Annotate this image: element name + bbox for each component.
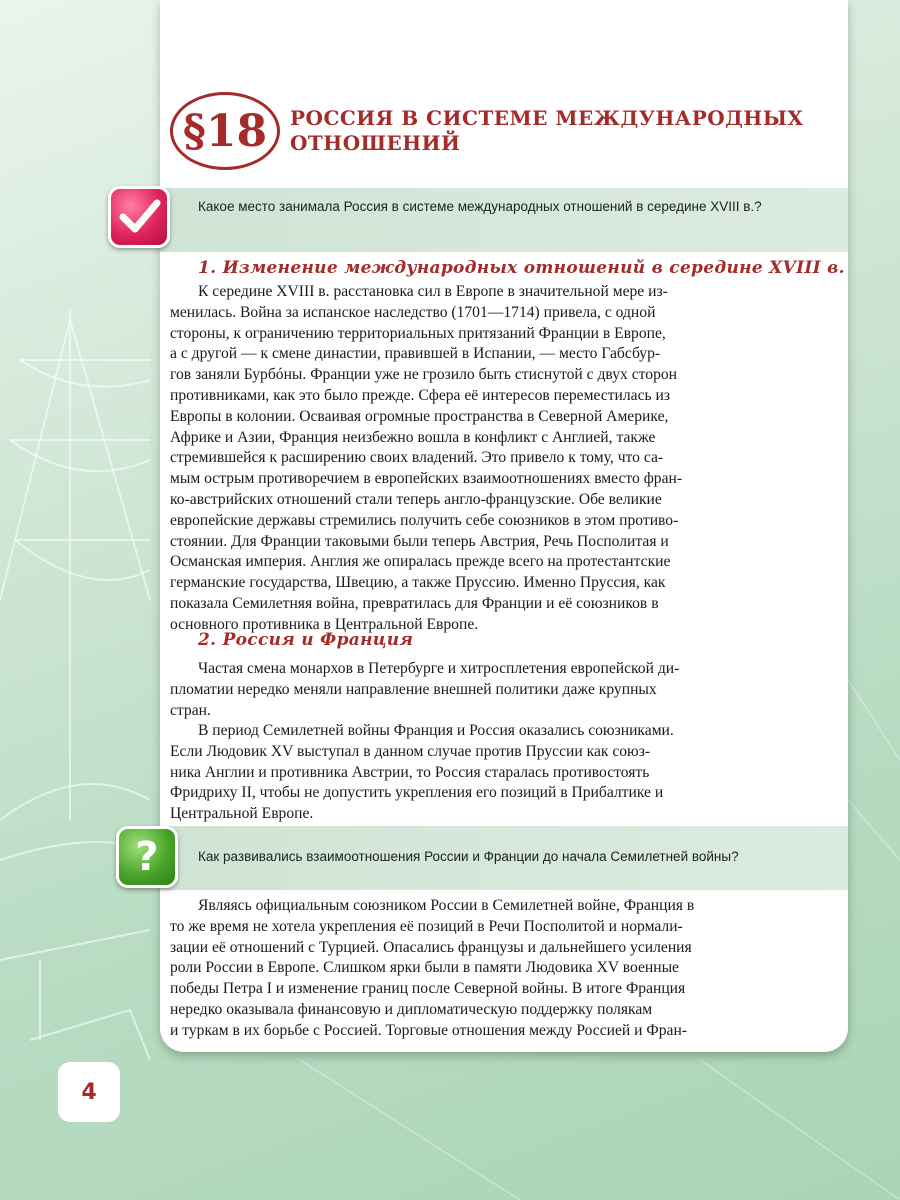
chapter-number-badge: [170, 92, 280, 170]
intro-question-text: Какое место занимала Россия в системе международных отношений в середине XVIII в.?: [198, 199, 762, 214]
section-2-paragraph-2: В период Семилетней войны Франция и Россия оказались союзниками. Если Людовик XV выступал в данном случае против Пруссии как союз- ника Англии и противника Австрии, то Россия старалась противостоять Фридриху II, чтобы не допустить укрепления его позиций в Прибалтике и Центральной Европе.: [170, 722, 674, 823]
section-1-heading: 1. Изменение международных отношений в середине XVIII в.: [198, 258, 845, 278]
section-2-paragraph-1: Частая смена монархов в Петербурге и хитросплетения европейской ди- пломатии нередко меняли направление внешней политики даже крупных стран.: [170, 660, 680, 719]
chapter-title: [290, 106, 810, 156]
page-number-value: 4: [81, 1079, 97, 1105]
checkmark-icon: [108, 186, 170, 248]
question-mark-icon: ?: [116, 826, 178, 888]
chapter-title-line-1: РОССИЯ В СИСТЕМЕ МЕЖДУНАРОДНЫХ: [290, 106, 804, 130]
section-1-paragraph: К середине XVIII в. расстановка сил в Европе в значительной мере из- менилась. Война за испанское наследство (1701—1714) привела, с одной стороны, к ограничению территориальных притязаний Франции в Европе, а с другой — к смене династии, правившей в Испании, — место Габсбур- гов заняли Бурбóны. Франции уже не грозило быть стиснутой с двух сторон противниками, как это было прежде. Сфера её интересов переместилась из Европы в колонии. Осваивая огромные пространства в Северной Америке, Африке и Азии, Франция неизбежно вошла в конфликт с Англией, также стремившейся к расширению своих владений. Это привело к тому, что са- мым острым противоречием в европейских взаимоотношениях вместо фран- ко-австрийских отношений стали теперь англо-французские. Обе великие европейские державы стремились получить себе союзников в этом противо- стоянии. Для Франции таковыми были теперь Австрия, Речь Посполитая и Османская империя. Англия же опиралась прежде всего на протестантские германские государства, Швецию, а также Пруссию. Именно Пруссия, как показала Семилетняя война, превратилась для Франции и её союзников в основного противника в Центральной Европе.: [170, 283, 683, 633]
chapter-title-line-2: ОТНОШЕНИЙ: [290, 131, 461, 155]
section-2-heading: 2. Россия и Франция: [198, 630, 414, 650]
page-number: [58, 1062, 120, 1122]
chapter-number: §18: [182, 105, 268, 157]
continuation-paragraph: Являясь официальным союзником России в Семилетней войне, Франция в то же время не хотела укрепления её позиций в Речи Посполитой и нормали- зации её отношений с Турцией. Опасались французы и дальнейшего усиления роли России в Европе. Слишком ярки были в памяти Людовика XV военные победы Петра I и изменение границ после Северной войны. В итоге Франция нередко оказывала финансовую и дипломатическую поддержку полякам и туркам в их борьбе с Россией. Торговые отношения между Россией и Фран-: [170, 897, 695, 1039]
question-box-text: Как развивались взаимоотношения России и Франции до начала Семилетней войны?: [198, 849, 739, 864]
